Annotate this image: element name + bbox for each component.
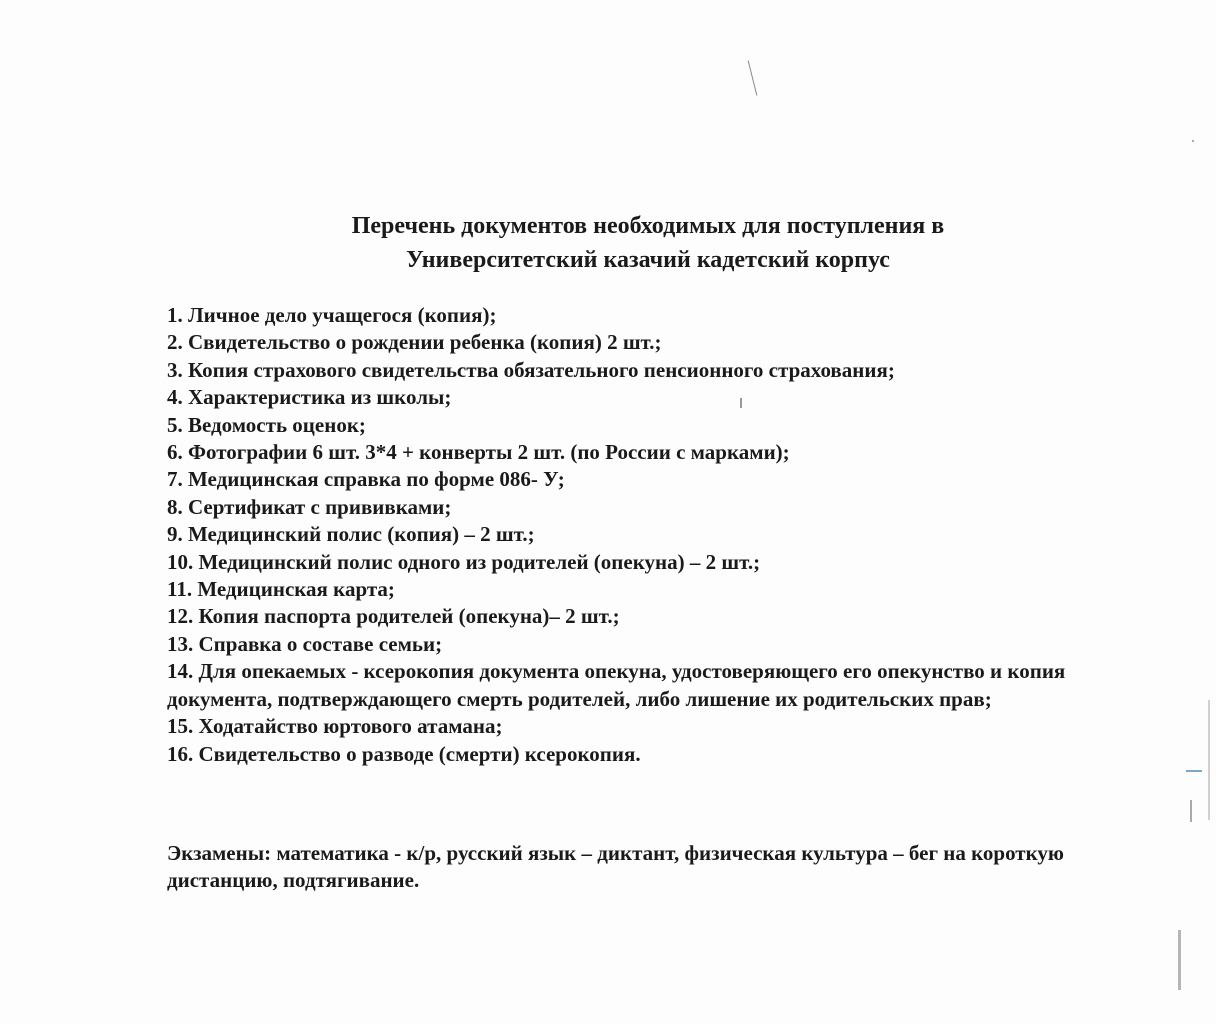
scan-artifact [1186, 770, 1202, 772]
scan-artifact [1208, 700, 1210, 820]
scan-artifact [1192, 140, 1194, 142]
list-item: 8. Сертификат с прививками; [167, 494, 452, 519]
list-item: 3. Копия страхового свидетельства обязательного пенсионного страхования; [167, 357, 895, 382]
list-item: 7. Медицинская справка по форме 086- У; [167, 467, 565, 492]
list-item: 9. Медицинский полис (копия) – 2 шт.; [167, 522, 535, 547]
list-item: 10. Медицинский полис одного из родителей (опекуна) – 2 шт.; [167, 549, 761, 574]
scan-artifact [1178, 930, 1181, 990]
document-title-line-2: Университетский казачий кадетский корпус [406, 247, 890, 273]
documents-list [167, 302, 1147, 768]
scan-artifact [1190, 800, 1192, 822]
list-item: 11. Медицинская карта; [167, 577, 395, 602]
list-item: 16. Свидетельство о разводе (смерти) ксерокопия. [167, 741, 641, 766]
list-item: 13. Справка о составе семьи; [167, 631, 443, 656]
exams-paragraph: Экзамены: математика - к/р, русский язык – диктант, физическая культура – бег на короткую дистанцию, подтягивание. [167, 841, 1064, 893]
list-item: 1. Личное дело учащегося (копия); [167, 303, 497, 327]
list-item: 15. Ходатайство юртового атамана; [167, 714, 503, 739]
list-item: 14. Для опекаемых - ксерокопия документа опекуна, удостоверяющего его опекунство и копия документа, подтверждающего смерть родителей, либо лишение их родительских прав; [167, 659, 1066, 711]
list-item: 2. Свидетельство о рождении ребенка (копия) 2 шт.; [167, 330, 662, 355]
list-item: 12. Копия паспорта родителей (опекуна)– 2 шт.; [167, 604, 620, 629]
list-item: 6. Фотографии 6 шт. 3*4 + конверты 2 шт. (по России с марками); [167, 440, 790, 465]
list-item: 5. Ведомость оценок; [167, 412, 366, 437]
list-item: 4. Характеристика из школы; [167, 385, 452, 410]
document-title-line-1: Перечень документов необходимых для поступления в [351, 213, 945, 239]
scan-artifact [748, 60, 758, 95]
